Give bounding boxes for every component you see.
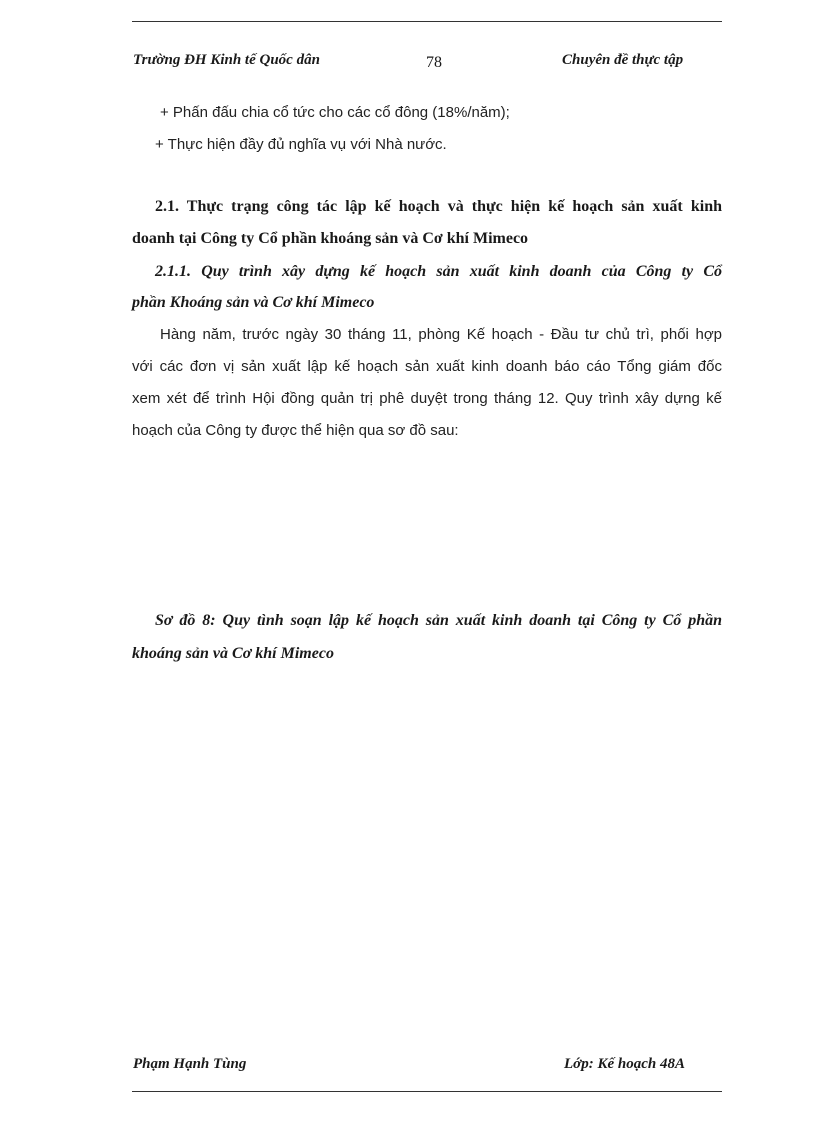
section-2-1-1-heading-line1: 2.1.1. Quy trình xây dựng kế hoạch sản xuất kinh doanh của Công ty Cổ bbox=[155, 263, 722, 280]
section-2-1-heading-line2: doanh tại Công ty Cổ phần khoáng sản và Cơ khí Mimeco bbox=[132, 230, 529, 247]
footer-class: Lớp: Kế hoạch 48A bbox=[564, 1056, 685, 1072]
diagram-caption-line1: Sơ đồ 8: Quy tình soạn lập kế hoạch sản xuất kinh doanh tại Công ty Cổ phần bbox=[155, 612, 722, 629]
header-rule bbox=[132, 21, 722, 22]
header-university: Trường ĐH Kinh tế Quốc dân bbox=[133, 52, 320, 68]
section-2-1-1-heading-line2: phần Khoáng sản và Cơ khí Mimeco bbox=[132, 294, 375, 311]
paragraph-line1: Hàng năm, trước ngày 30 tháng 11, phòng Kế hoạch - Đầu tư chủ trì, phối hợp bbox=[160, 326, 722, 343]
paragraph-line4: hoạch của Công ty được thể hiện qua sơ đồ sau: bbox=[132, 422, 459, 439]
header-report-type: Chuyên đề thực tập bbox=[562, 52, 684, 68]
diagram-caption-line2: khoáng sản và Cơ khí Mimeco bbox=[132, 645, 334, 662]
bullet-obligations: + Thực hiện đầy đủ nghĩa vụ với Nhà nước. bbox=[155, 136, 447, 153]
bullet-dividend: + Phấn đấu chia cổ tức cho các cổ đông (18%/năm); bbox=[160, 104, 510, 121]
paragraph-line3: xem xét để trình Hội đồng quản trị phê duyệt trong tháng 12. Quy trình xây dựng kế bbox=[132, 390, 722, 407]
footer-rule bbox=[132, 1091, 722, 1092]
footer-author: Phạm Hạnh Tùng bbox=[133, 1056, 247, 1072]
page-number: 78 bbox=[426, 54, 442, 71]
paragraph-line2: với các đơn vị sản xuất lập kế hoạch sản xuất kinh doanh báo cáo Tổng giám đốc bbox=[132, 358, 722, 375]
section-2-1-heading-line1: 2.1. Thực trạng công tác lập kế hoạch và thực hiện kế hoạch sản xuất kinh bbox=[155, 198, 722, 215]
